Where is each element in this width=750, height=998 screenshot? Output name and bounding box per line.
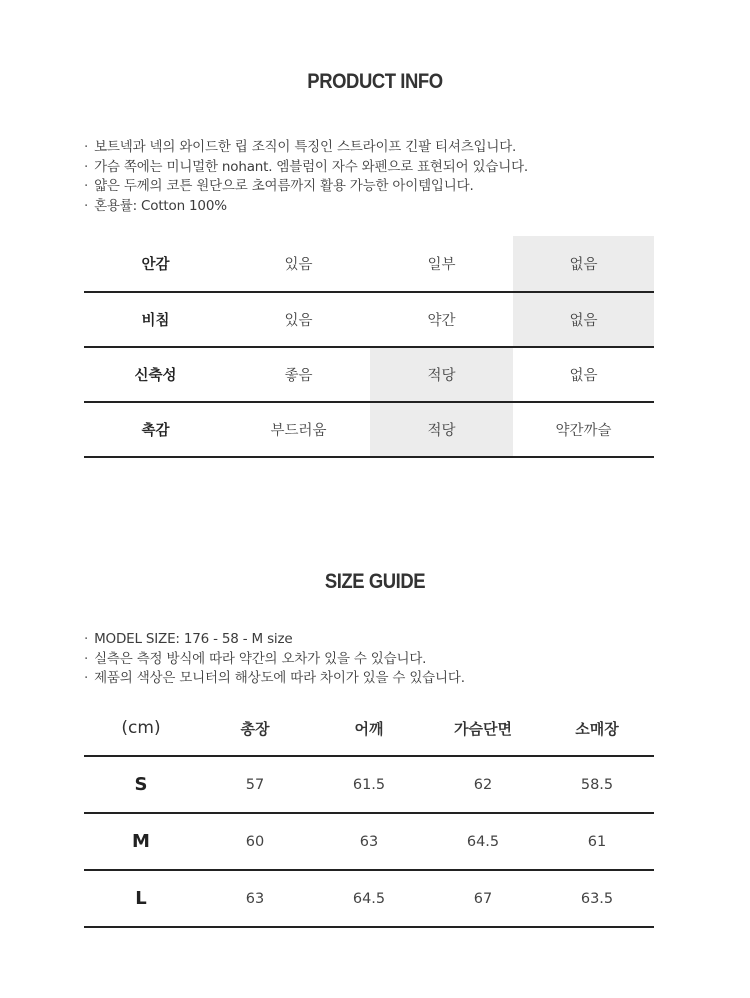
table-cell: 64.5 (312, 870, 426, 927)
table-cell: 63 (312, 813, 426, 870)
column-header: 소매장 (540, 701, 654, 756)
table-cell-selected: 없음 (513, 236, 654, 292)
size-label: L (84, 870, 198, 927)
table-cell: 63 (198, 870, 312, 927)
table-cell: 64.5 (426, 813, 540, 870)
row-label-lining: 안감 (84, 236, 227, 292)
table-row (84, 756, 654, 813)
size-guide-title: SIZE GUIDE (324, 570, 426, 593)
table-cell-selected: 적당 (370, 402, 513, 457)
table-row (84, 402, 654, 457)
table-row (84, 347, 654, 402)
table-row (84, 870, 654, 927)
list-item: · 얇은 두께의 코튼 원단으로 초여름까지 활용 가능한 아이템입니다. (84, 177, 528, 197)
table-cell: 61 (540, 813, 654, 870)
table-cell: 약간 (370, 292, 513, 347)
list-item: · MODEL SIZE: 176 - 58 - M size (84, 630, 465, 650)
table-cell: 67 (426, 870, 540, 927)
column-header: 가슴단면 (426, 701, 540, 756)
table-cell-selected: 없음 (513, 292, 654, 347)
table-header-row (84, 701, 654, 756)
row-label-sheerness: 비침 (84, 292, 227, 347)
table-cell: 58.5 (540, 756, 654, 813)
table-cell: 일부 (370, 236, 513, 292)
product-info-bullets (84, 138, 528, 216)
unit-header: (cm) (84, 701, 198, 756)
row-label-texture: 촉감 (84, 402, 227, 457)
row-label-stretch: 신축성 (84, 347, 227, 402)
table-cell-selected: 적당 (370, 347, 513, 402)
table-cell: 61.5 (312, 756, 426, 813)
table-cell: 좋음 (227, 347, 370, 402)
table-cell: 60 (198, 813, 312, 870)
table-cell: 없음 (513, 347, 654, 402)
product-info-title: PRODUCT INFO (307, 70, 443, 93)
size-guide-table (84, 701, 654, 928)
table-row (84, 236, 654, 292)
table-row (84, 292, 654, 347)
table-cell: 있음 (227, 292, 370, 347)
table-cell: 62 (426, 756, 540, 813)
list-item: · 가슴 쪽에는 미니멀한 nohant. 엠블럼이 자수 와펜으로 표현되어 있습니다. (84, 158, 528, 178)
size-guide-bullets (84, 630, 465, 689)
list-item: · 실측은 측정 방식에 따라 약간의 오차가 있을 수 있습니다. (84, 650, 465, 670)
table-row (84, 813, 654, 870)
table-cell: 63.5 (540, 870, 654, 927)
size-label: S (84, 756, 198, 813)
table-cell: 약간까슬 (513, 402, 654, 457)
table-cell: 부드러움 (227, 402, 370, 457)
column-header: 총장 (198, 701, 312, 756)
list-item: · 제품의 색상은 모니터의 해상도에 따라 차이가 있을 수 있습니다. (84, 669, 465, 689)
size-label: M (84, 813, 198, 870)
product-info-table (84, 236, 654, 458)
table-cell: 57 (198, 756, 312, 813)
table-cell: 있음 (227, 236, 370, 292)
list-item: · 보트넥과 넥의 와이드한 립 조직이 특징인 스트라이프 긴팔 티셔츠입니다. (84, 138, 528, 158)
column-header: 어깨 (312, 701, 426, 756)
list-item: · 혼용률: Cotton 100% (84, 197, 528, 217)
